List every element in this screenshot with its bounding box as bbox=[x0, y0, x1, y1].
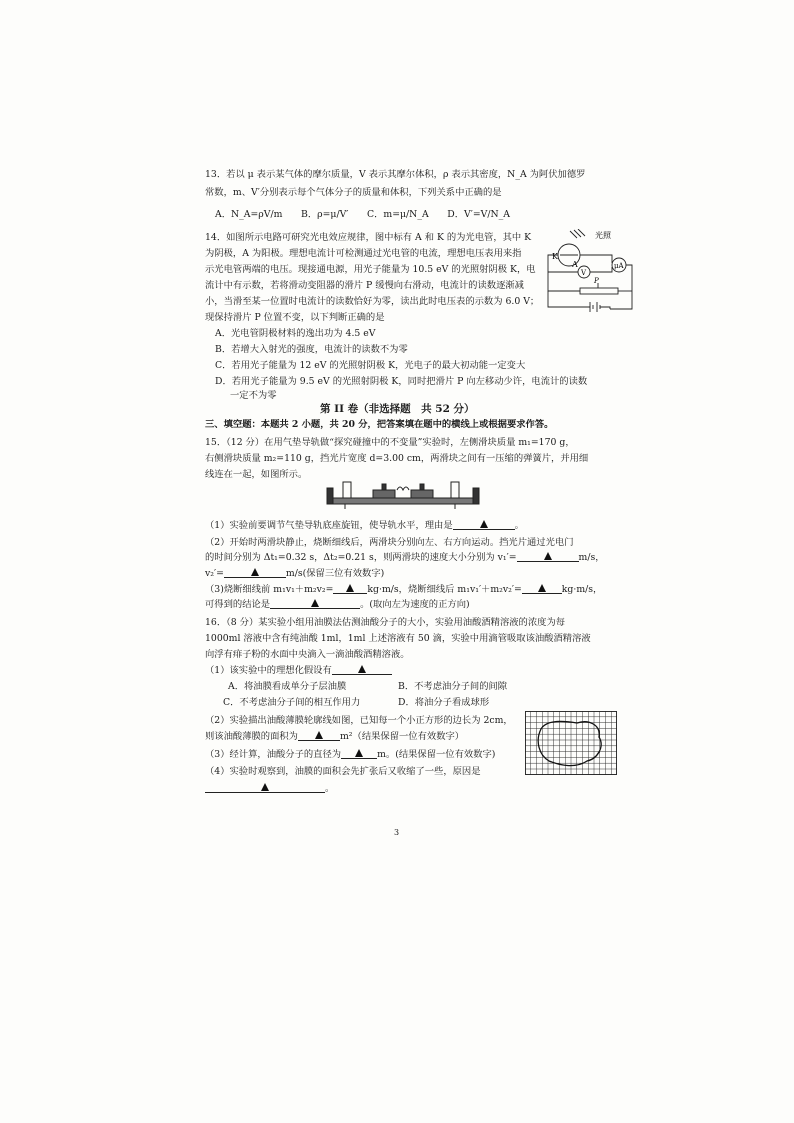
air-track-diagram bbox=[325, 476, 483, 510]
q13-line2: 常数，m、V′分别表示每个气体分子的质量和体积，下列关系中正确的是 bbox=[205, 187, 502, 198]
photoelectric-circuit-diagram bbox=[540, 229, 640, 315]
q16-line2: 1000ml 溶液中含有纯油酸 1ml，1ml 上述溶液有 50 滴，实验中用滴管吸取该油酸酒精溶液 bbox=[205, 633, 591, 644]
q16-sub2-unit: m²（结果保留一位有效数字） bbox=[339, 731, 465, 742]
circuit-label-a: A bbox=[572, 260, 578, 269]
q14-line4: 流计中有示数，若将滑动变阻器的滑片 P 缓慢向右滑动，电流计的读数逐渐减 bbox=[205, 280, 524, 291]
answer-blank[interactable] bbox=[517, 551, 579, 562]
q14-option-c: C．若用光子能量为 12 eV 的光照射阴极 K，光电子的最大初动能一定变大 bbox=[215, 360, 526, 371]
q13-line1: 13．若以 μ 表示某气体的摩尔质量，V 表示其摩尔体积，ρ 表示其密度，N_A 为阿伏加德罗 bbox=[205, 169, 586, 180]
q15-sub3-unit: kg·m/s， bbox=[561, 584, 603, 595]
q15-sub3-line1 bbox=[205, 583, 602, 596]
triangle-icon bbox=[311, 599, 319, 607]
q14-option-d-line1: D．若用光子能量为 9.5 eV 的光照射阴极 K，同时把滑片 P 向左移动少许，电流计的读数 bbox=[215, 376, 588, 387]
q14-option-b: B．若增大入射光的强度，电流计的读数不为零 bbox=[215, 344, 408, 355]
section-title: 第 II 卷（非选择题 共 52 分） bbox=[320, 403, 475, 415]
answer-blank[interactable] bbox=[333, 583, 367, 594]
q14-line5: 小，当滑至某一位置时电流计的读数恰好为零，读出此时电压表的示数为 6.0 V； bbox=[205, 296, 540, 307]
q16-option-c: C．不考虑油分子间的相互作用力 bbox=[223, 697, 361, 708]
q15-sub2-v2-label: v₂′= bbox=[205, 568, 224, 579]
triangle-icon bbox=[358, 665, 366, 673]
q15-sub1-end: 。 bbox=[514, 520, 524, 531]
q16-option-a: A．将油膜看成单分子层油膜 bbox=[228, 681, 347, 692]
triangle-icon bbox=[261, 783, 269, 791]
q15-sub2-text: 的时间分别为 Δt₁=0.32 s，Δt₂=0.21 s，则两滑块的速度大小分别为 v₁′= bbox=[205, 552, 517, 563]
q16-sub1 bbox=[205, 664, 392, 677]
triangle-icon bbox=[251, 568, 259, 576]
q15-sub2-line1: （2）开始时两滑块静止，烧断细线后，两滑块分别向左、右方向运动。挡光片通过光电门 bbox=[205, 537, 574, 548]
q15-sub2-unit: m/s， bbox=[578, 552, 605, 563]
answer-blank[interactable] bbox=[453, 519, 515, 530]
q16-line3: 向浮有痱子粉的水面中央滴入一滴油酸酒精溶液。 bbox=[205, 649, 410, 660]
answer-blank[interactable] bbox=[341, 748, 377, 759]
circuit-label-k: K bbox=[552, 252, 558, 261]
q15-sub1-text: （1）实验前要调节气垫导轨底座旋钮，使导轨水平，理由是 bbox=[205, 520, 453, 531]
q16-option-b: B．不考虑油分子间的间隙 bbox=[398, 681, 508, 692]
q15-sub2-line2 bbox=[205, 551, 605, 564]
oil-film-grid-diagram bbox=[525, 711, 617, 775]
q16-sub2-line1: （2）实验描出油酸薄膜轮廓线如图，已知每一个小正方形的边长为 2cm， bbox=[205, 715, 513, 726]
triangle-icon bbox=[538, 584, 546, 592]
q16-line1: 16．（8 分）某实验小组用油膜法估测油酸分子的大小，实验用油酸酒精溶液的浓度为每 bbox=[205, 617, 566, 628]
q14-line3: 示光电管两端的电压。现接通电源，用光子能量为 10.5 eV 的光照射阴极 K，电 bbox=[205, 264, 536, 275]
q15-sub3-after: kg·m/s，烧断细线后 m₁v₁′＋m₂v₂′= bbox=[367, 584, 522, 595]
q16-sub4-answer bbox=[205, 782, 334, 795]
section-heading: 三、填空题：本题共 2 小题，共 20 分，把答案填在题中的横线上或根据要求作答。 bbox=[205, 419, 554, 430]
q14-option-a: A．光电管阴极材料的逸出功为 4.5 eV bbox=[215, 328, 376, 339]
circuit-label-ua: μA bbox=[614, 262, 624, 270]
q15-sub3-line2 bbox=[205, 598, 470, 611]
q15-sub2-line3 bbox=[205, 567, 384, 580]
q15-line1: 15．（12 分）在用气垫导轨做“探究碰撞中的不变量”实验时，左侧滑块质量 m₁=170 g， bbox=[205, 437, 575, 448]
triangle-icon bbox=[480, 520, 488, 528]
triangle-icon bbox=[315, 731, 323, 739]
q15-sub1 bbox=[205, 519, 524, 532]
q14-line1: 14．如图所示电路可研究光电效应规律，图中标有 A 和 K 的为光电管，其中 K bbox=[205, 232, 532, 243]
answer-blank[interactable] bbox=[332, 664, 392, 675]
circuit-label-v: V bbox=[581, 269, 587, 277]
q13-options: A．N_A=ρV/m B．ρ=μ/V′ C．m=μ/N_A D．V′=V/N_A bbox=[215, 209, 510, 220]
answer-blank[interactable] bbox=[270, 598, 360, 609]
q16-option-d: D．将油分子看成球形 bbox=[398, 697, 490, 708]
q16-sub1-text: （1）该实验中的理想化假设有 bbox=[205, 665, 332, 676]
q14-line2: 为阴极，A 为阳极。理想电流计可检测通过光电管的电流，理想电压表用来指 bbox=[205, 248, 522, 259]
answer-blank[interactable] bbox=[224, 567, 286, 578]
q16-sub2-text: 则该油酸薄膜的面积为 bbox=[205, 731, 298, 742]
q14-line6: 现保持滑片 P 位置不变，以下判断正确的是 bbox=[205, 312, 385, 323]
q15-line3: 线连在一起，如图所示。 bbox=[205, 469, 308, 480]
circuit-label-p: P bbox=[594, 277, 599, 285]
q16-sub2-line2 bbox=[205, 730, 464, 743]
q16-sub3-unit: m。(结果保留一位有效数字) bbox=[377, 749, 496, 760]
triangle-icon bbox=[355, 749, 363, 757]
q16-sub4-end: 。 bbox=[325, 783, 335, 794]
q15-sub2-v2-unit: m/s(保留三位有效数字) bbox=[285, 568, 385, 579]
q14-option-d-line2: 一定不为零 bbox=[230, 390, 277, 401]
triangle-icon bbox=[346, 584, 354, 592]
circuit-label-light: 光照 bbox=[595, 231, 611, 240]
page-number: 3 bbox=[394, 828, 400, 837]
q16-sub4: （4）实验时观察到，油膜的面积会先扩张后又收缩了一些，原因是 bbox=[205, 766, 481, 777]
q15-sub3-before: （3)烧断细线前 m₁v₁＋m₂v₂= bbox=[205, 584, 334, 595]
triangle-icon bbox=[544, 552, 552, 560]
q15-sub3-note: 。(取向左为速度的正方向) bbox=[360, 599, 470, 610]
q15-sub3-conclusion-label: 可得到的结论是 bbox=[205, 599, 271, 610]
answer-blank[interactable] bbox=[522, 583, 562, 594]
answer-blank[interactable] bbox=[298, 730, 340, 741]
answer-blank[interactable] bbox=[205, 782, 325, 793]
q16-sub3-text: （3）经计算，油酸分子的直径为 bbox=[205, 749, 342, 760]
q16-sub3 bbox=[205, 748, 495, 761]
q15-line2: 右侧滑块质量 m₂=110 g，挡光片宽度 d=3.00 cm，两滑块之间有一压缩的弹簧片，并用细 bbox=[205, 453, 589, 464]
